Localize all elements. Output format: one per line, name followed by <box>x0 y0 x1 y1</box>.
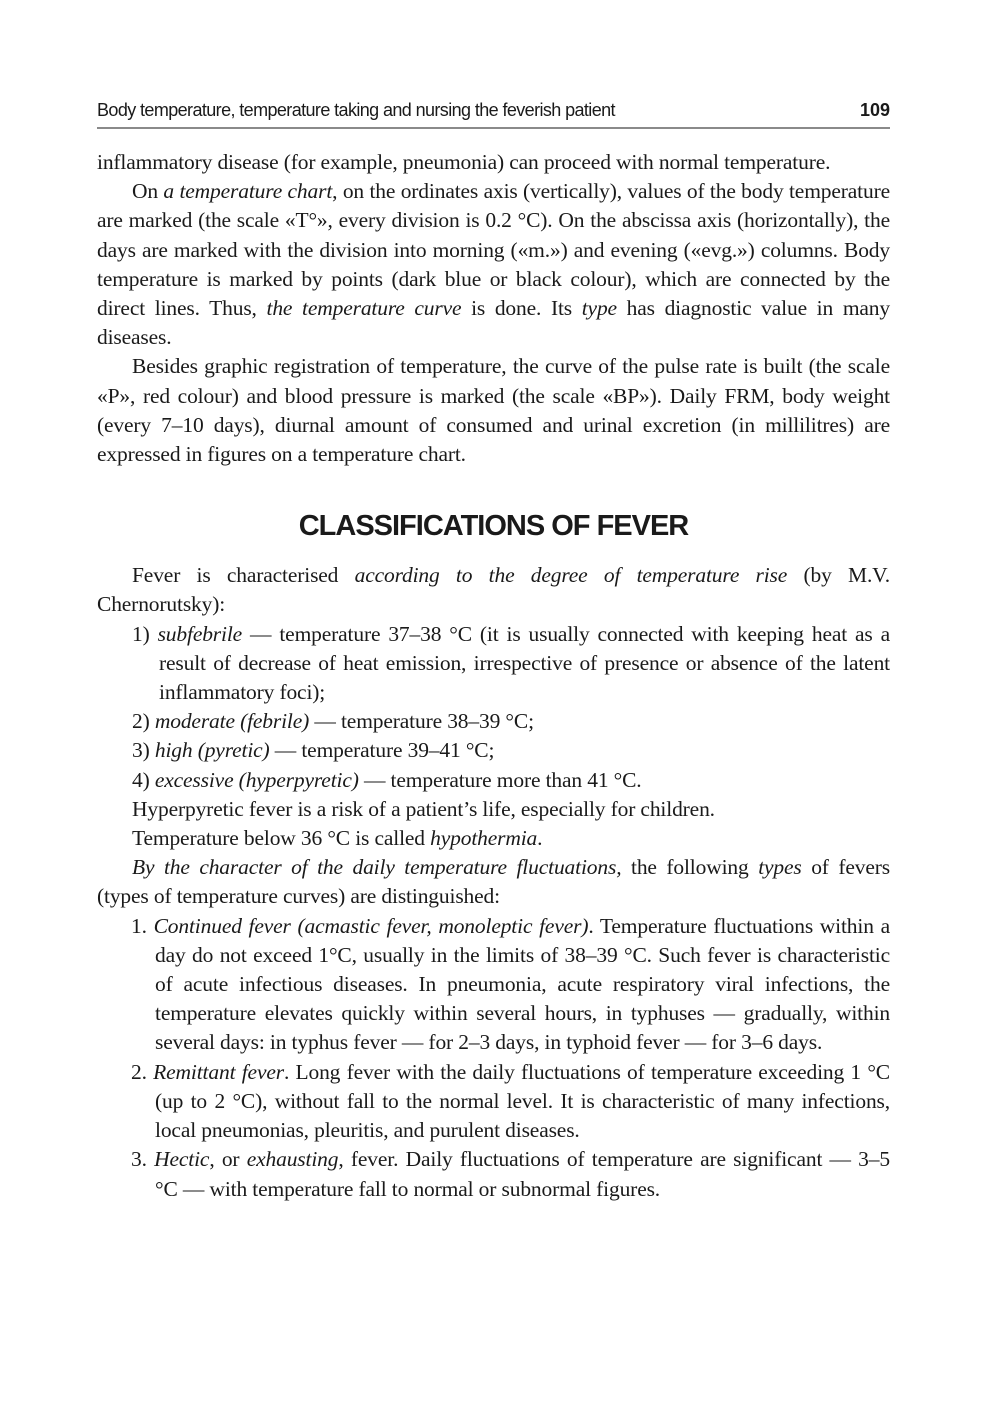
emphasis-term: hypothermia <box>430 826 538 851</box>
list-number: 1) <box>132 621 158 646</box>
emphasis-term: the temperature curve <box>266 296 462 321</box>
list-item <box>97 1145 890 1203</box>
hyperpyretic-note: Hyperpyretic fever is a risk of a patient’s life, especially for children. <box>132 796 715 821</box>
list-text: — temperature 37–38 °C (it is usually connected with keeping heat as a result of decrease of heat emission, irrespective of presence or absence of the latent inflammatory foci); <box>159 621 890 705</box>
types-intro-paragraph <box>97 853 890 911</box>
emphasis-term: types <box>758 855 802 880</box>
list-term: subfebrile <box>157 621 243 646</box>
list-item <box>97 707 890 736</box>
list-item <box>97 912 890 1058</box>
text-run: . <box>537 826 543 851</box>
list-item <box>97 766 890 795</box>
list-text: . Long fever with the daily fluctuations of temperature exceeding 1 °C (up to 2 °C), without fall to the normal level. It is characteristic of many infections, local pneumonias, pleuritis, and purulent diseases. <box>155 1059 890 1143</box>
text-run: (by M.V. Chernorutsky): <box>97 563 891 617</box>
list-term: excessive (hyperpyretic) <box>154 767 359 792</box>
degree-intro-paragraph <box>97 561 890 619</box>
text-run: On <box>132 179 164 204</box>
list-item <box>97 1058 890 1146</box>
degree-list <box>97 620 890 795</box>
list-term: high (pyretic) <box>154 738 270 763</box>
emphasis-term: type <box>581 296 617 321</box>
list-number: 1. <box>131 913 154 938</box>
list-number: 2) <box>132 709 155 734</box>
section-heading: CLASSIFICATIONS OF FEVER <box>298 510 689 543</box>
running-title: Body temperature, temperature taking and nursing the feverish patient <box>97 100 615 120</box>
hypothermia-note <box>97 824 890 853</box>
list-number: 3. <box>131 1147 155 1172</box>
list-number: 2. <box>131 1059 154 1084</box>
list-number: 3) <box>132 738 155 763</box>
emphasis-term: according to the degree of temperature rise <box>354 563 788 588</box>
text-run: the following <box>621 855 759 880</box>
text-run: has diagnostic value in many diseases. <box>97 296 890 350</box>
list-text: . Temperature fluctuations within a day do not exceed 1°C, usually in the limits of 38–39 °C. Such fever is characteristic of acute infectious diseases. In pneumonia, acute respiratory viral infections, the temperature elevates quickly within several hours, in typhuses — gradually, within several days: in typhus fever — for 2–3 days, in typhoid fever — for 3–6 days. <box>155 913 890 1055</box>
list-term: Hectic <box>154 1147 210 1172</box>
list-text: — temperature 39–41 °C; <box>269 738 495 763</box>
running-header <box>97 97 890 129</box>
list-number: 4) <box>132 767 155 792</box>
list-item <box>97 620 890 708</box>
fever-types-list <box>97 912 890 1204</box>
text-run: Temperature below 36 °C is called <box>132 826 431 851</box>
list-text: , fever. Daily fluctuations of temperature are significant — 3–5 °C — with temperature fall to normal or subnormal figures. <box>155 1147 890 1201</box>
list-term: Remittant fever <box>153 1059 284 1084</box>
list-text: — temperature more than 41 °C. <box>358 767 642 792</box>
list-item <box>97 736 890 765</box>
emphasis-term: By the character of the daily temperature fluctuations, <box>132 855 622 880</box>
intro-paragraph-continued: inflammatory disease (for example, pneumonia) can proceed with normal temperature. <box>97 150 831 174</box>
emphasis-term: a temperature chart <box>163 179 333 204</box>
pulse-curve-paragraph: Besides graphic registration of temperature, the curve of the pulse rate is built (the scale «P», red colour) and blood pressure is marked (the scale «BP»). Daily FRM, body weight (every 7–10 days), diurnal amount of consumed and urinal excretion (in millilitres) are expressed in figures on a temperature chart. <box>97 354 890 467</box>
text-run: of fevers (types of temperature curves) are distinguished: <box>97 855 890 909</box>
text-run: is done. Its <box>461 296 582 321</box>
temperature-chart-paragraph <box>97 177 890 352</box>
text-run: Fever is characterised <box>132 563 355 588</box>
list-term: exhausting <box>246 1147 339 1172</box>
list-text: — temperature 38–39 °C; <box>309 709 534 734</box>
page-number: 109 <box>859 100 890 120</box>
list-term: Continued fever (acmastic fever, monoleptic fever) <box>153 913 589 938</box>
list-term: moderate (febrile) <box>154 709 310 734</box>
text-run: , or <box>209 1147 247 1172</box>
body-text <box>97 148 890 1204</box>
text-run: , on the ordinates axis (vertically), values of the body temperature are marked (the scale «T°», every division is 0.2 °C). On the abscissa axis (horizontally), the days are marked with the division into morning («m.») and evening («evg.») columns. Body temperature is marked by points (dark blue or black colour), which are connected by the direct lines. Thus, <box>97 179 890 321</box>
